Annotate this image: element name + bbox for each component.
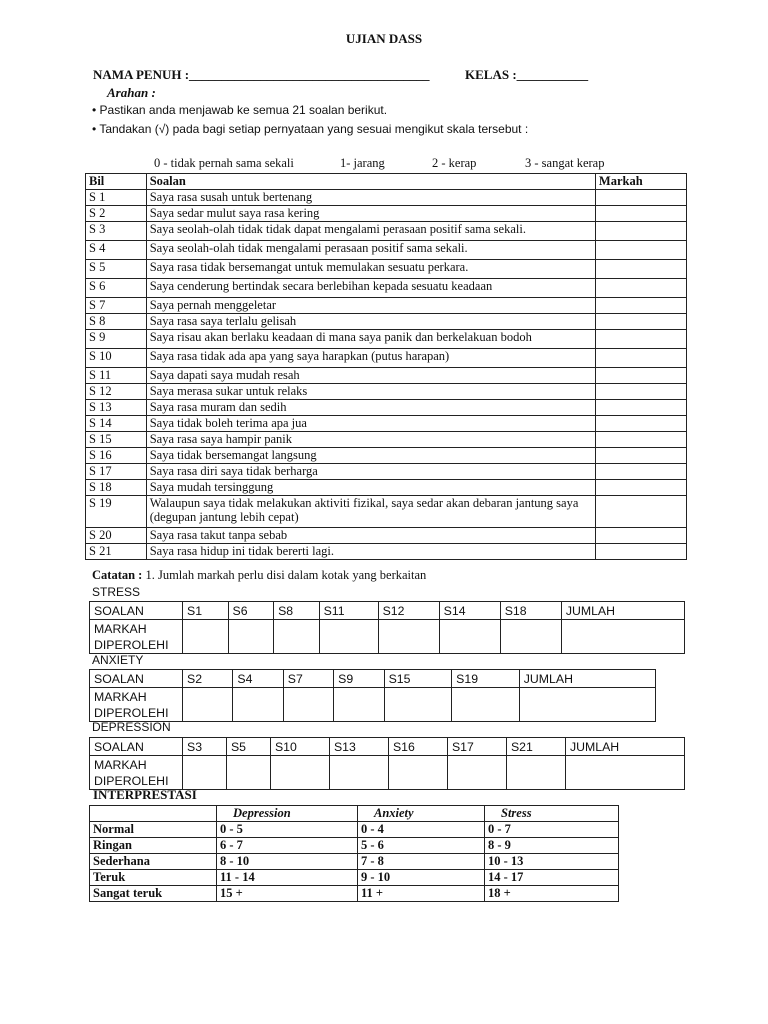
question-markah-cell[interactable] [595, 448, 686, 464]
question-row [86, 190, 687, 206]
interp-cell: Ringan [90, 838, 217, 854]
depression-markah-cell[interactable] [270, 756, 329, 790]
interp-cell: 11 + [358, 886, 485, 902]
interpretation-table [89, 805, 619, 902]
interp-cell: 0 - 5 [217, 822, 358, 838]
scale-2: 2 - kerap [432, 156, 477, 170]
question-bil: S 1 [86, 190, 147, 206]
instruction-1: • Pastikan anda menjawab ke semua 21 soalan berikut. [92, 103, 388, 117]
interp-cell: 18 + [485, 886, 619, 902]
question-bil: S 19 [86, 496, 147, 528]
stress-markah-cell[interactable] [183, 620, 229, 654]
question-markah-cell[interactable] [595, 314, 686, 330]
question-text: Saya rasa saya hampir panik [146, 432, 595, 448]
question-text: Saya merasa sukar untuk relaks [146, 384, 595, 400]
anxiety-item: S2 [183, 670, 233, 688]
depression-item: S16 [388, 738, 447, 756]
interp-row [90, 854, 619, 870]
question-text: Saya seolah-olah tidak mengalami perasaan positif sama sekali. [146, 241, 595, 260]
question-markah-cell[interactable] [595, 432, 686, 448]
header-soalan: Soalan [146, 174, 595, 190]
interp-cell: Sederhana [90, 854, 217, 870]
header-bil: Bil [86, 174, 147, 190]
stress-markah-cell[interactable] [228, 620, 274, 654]
question-row [86, 448, 687, 464]
depression-markah-cell[interactable] [388, 756, 447, 790]
page-title: UJIAN DASS [345, 31, 423, 46]
stress-item: S11 [319, 602, 378, 620]
question-text: Saya pernah menggeletar [146, 298, 595, 314]
question-bil: S 2 [86, 206, 147, 222]
interp-row [90, 838, 619, 854]
question-text: Saya tidak bersemangat langsung [146, 448, 595, 464]
interp-cell: 0 - 7 [485, 822, 619, 838]
question-bil: S 20 [86, 528, 147, 544]
question-markah-cell[interactable] [595, 496, 686, 528]
question-bil: S 11 [86, 368, 147, 384]
question-markah-cell[interactable] [595, 400, 686, 416]
question-bil: S 21 [86, 544, 147, 560]
scale-3: 3 - sangat kerap [525, 156, 605, 170]
question-row [86, 400, 687, 416]
question-markah-cell[interactable] [595, 368, 686, 384]
interp-header-cell: Stress [485, 806, 619, 822]
name-class-row [93, 67, 589, 83]
anxiety-markah-cell[interactable] [283, 688, 333, 722]
question-bil: S 9 [86, 330, 147, 349]
stress-score-table [89, 601, 685, 654]
stress-item: S6 [228, 602, 274, 620]
question-bil: S 4 [86, 241, 147, 260]
question-row [86, 496, 687, 528]
depression-item: S21 [506, 738, 565, 756]
question-bil: S 17 [86, 464, 147, 480]
catatan-label: Catatan : [92, 568, 143, 582]
anxiety-title: ANXIETY [92, 653, 144, 667]
depression-soalan-label: SOALAN [90, 738, 183, 756]
instruction-2: • Tandakan (√) pada bagi setiap pernyataan yang sesuai mengikut skala tersebut : [92, 122, 529, 136]
question-bil: S 18 [86, 480, 147, 496]
question-bil: S 14 [86, 416, 147, 432]
question-markah-cell[interactable] [595, 241, 686, 260]
question-markah-cell[interactable] [595, 349, 686, 368]
interp-cell: 7 - 8 [358, 854, 485, 870]
question-text: Saya tidak boleh terima apa jua [146, 416, 595, 432]
depression-score-table [89, 737, 685, 790]
interpretation-title: INTERPRESTASI [93, 787, 197, 802]
anxiety-item: S4 [233, 670, 283, 688]
stress-markah-label: MARKAH DIPEROLEHI [90, 620, 183, 654]
interp-cell: Normal [90, 822, 217, 838]
question-markah-cell[interactable] [595, 298, 686, 314]
interp-cell: Sangat teruk [90, 886, 217, 902]
anxiety-item: S9 [334, 670, 384, 688]
anxiety-item: S15 [384, 670, 452, 688]
question-row [86, 314, 687, 330]
depression-item: S10 [270, 738, 329, 756]
stress-markah-cell[interactable] [561, 620, 684, 654]
question-markah-cell[interactable] [595, 190, 686, 206]
interp-cell: 10 - 13 [485, 854, 619, 870]
question-markah-cell[interactable] [595, 206, 686, 222]
question-bil: S 3 [86, 222, 147, 241]
question-row [86, 222, 687, 241]
interp-row [90, 870, 619, 886]
question-text: Saya rasa tidak ada apa yang saya harapkan (putus harapan) [146, 349, 595, 368]
depression-markah-cell[interactable] [329, 756, 388, 790]
question-row [86, 206, 687, 222]
anxiety-soalan-label: SOALAN [90, 670, 183, 688]
anxiety-markah-cell[interactable] [183, 688, 233, 722]
interp-cell: 14 - 17 [485, 870, 619, 886]
question-text: Saya rasa muram dan sedih [146, 400, 595, 416]
anxiety-markah-cell[interactable] [334, 688, 384, 722]
anxiety-jumlah-label: JUMLAH [519, 670, 655, 688]
stress-title: STRESS [92, 585, 141, 599]
question-text: Saya risau akan berlaku keadaan di mana saya panik dan berkelakuan bodoh [146, 330, 595, 349]
question-markah-cell[interactable] [595, 384, 686, 400]
stress-markah-cell[interactable] [500, 620, 561, 654]
depression-markah-cell[interactable] [447, 756, 506, 790]
interp-cell: 15 + [217, 886, 358, 902]
question-markah-cell[interactable] [595, 260, 686, 279]
catatan-text: 1. Jumlah markah perlu disi dalam kotak yang berkaitan [145, 568, 427, 582]
stress-item: S12 [378, 602, 439, 620]
question-row [86, 330, 687, 349]
anxiety-markah-label: MARKAH DIPEROLEHI [90, 688, 183, 722]
question-text: Saya sedar mulut saya rasa kering [146, 206, 595, 222]
interp-header-cell: Anxiety [358, 806, 485, 822]
depression-markah-label: MARKAH DIPEROLEHI [90, 756, 183, 790]
anxiety-item: S19 [452, 670, 520, 688]
question-markah-cell[interactable] [595, 480, 686, 496]
anxiety-markah-row [90, 688, 656, 722]
interp-header-cell: Depression [217, 806, 358, 822]
stress-item: S14 [439, 602, 500, 620]
interp-cell: 6 - 7 [217, 838, 358, 854]
scale-0: 0 - tidak pernah sama sekali [154, 156, 294, 170]
stress-item: S18 [500, 602, 561, 620]
question-row [86, 241, 687, 260]
question-markah-cell[interactable] [595, 544, 686, 560]
question-bil: S 16 [86, 448, 147, 464]
question-markah-cell[interactable] [595, 222, 686, 241]
question-row [86, 349, 687, 368]
question-text: Walaupun saya tidak melakukan aktiviti fizikal, saya sedar akan debaran jantung saya (degupan jantung lebih cepat) [146, 496, 595, 528]
depression-markah-cell[interactable] [183, 756, 227, 790]
stress-markah-cell[interactable] [274, 620, 320, 654]
scale-1: 1- jarang [340, 156, 385, 170]
question-text: Saya rasa susah untuk bertenang [146, 190, 595, 206]
questions-header-row [86, 174, 687, 190]
stress-jumlah-label: JUMLAH [561, 602, 684, 620]
question-text: Saya rasa hidup ini tidak bererti lagi. [146, 544, 595, 560]
question-row [86, 464, 687, 480]
stress-soalan-row [90, 602, 685, 620]
depression-item: S17 [447, 738, 506, 756]
interp-header-cell [90, 806, 217, 822]
interp-cell: 8 - 9 [485, 838, 619, 854]
question-markah-cell[interactable] [595, 416, 686, 432]
depression-jumlah-label: JUMLAH [565, 738, 684, 756]
questions-table [85, 173, 687, 560]
question-markah-cell[interactable] [595, 528, 686, 544]
anxiety-markah-cell[interactable] [384, 688, 452, 722]
kelas-field[interactable]: KELAS :___________ [465, 67, 589, 82]
question-text: Saya cenderung bertindak secara berlebihan kepada sesuatu keadaan [146, 279, 595, 298]
question-markah-cell[interactable] [595, 464, 686, 480]
depression-item: S3 [183, 738, 227, 756]
question-bil: S 6 [86, 279, 147, 298]
depression-markah-cell[interactable] [506, 756, 565, 790]
depression-item: S13 [329, 738, 388, 756]
question-text: Saya seolah-olah tidak tidak dapat mengalami perasaan positif sama sekali. [146, 222, 595, 241]
anxiety-soalan-row [90, 670, 656, 688]
interp-cell: Teruk [90, 870, 217, 886]
anxiety-markah-cell[interactable] [452, 688, 520, 722]
question-bil: S 10 [86, 349, 147, 368]
interp-cell: 8 - 10 [217, 854, 358, 870]
stress-markah-cell[interactable] [319, 620, 378, 654]
stress-item: S1 [183, 602, 229, 620]
question-row [86, 480, 687, 496]
arahan-label: Arahan : [107, 85, 156, 100]
interp-cell: 9 - 10 [358, 870, 485, 886]
header-markah: Markah [595, 174, 686, 190]
questions-body [86, 190, 687, 560]
question-row [86, 432, 687, 448]
question-markah-cell[interactable] [595, 279, 686, 298]
interp-cell: 5 - 6 [358, 838, 485, 854]
interp-row [90, 886, 619, 902]
stress-markah-row [90, 620, 685, 654]
question-text: Saya rasa takut tanpa sebab [146, 528, 595, 544]
question-row [86, 368, 687, 384]
interp-row [90, 822, 619, 838]
question-bil: S 15 [86, 432, 147, 448]
question-text: Saya rasa saya terlalu gelisah [146, 314, 595, 330]
question-row [86, 384, 687, 400]
question-text: Saya mudah tersinggung [146, 480, 595, 496]
question-bil: S 5 [86, 260, 147, 279]
depression-soalan-row [90, 738, 685, 756]
question-row [86, 528, 687, 544]
question-text: Saya rasa tidak bersemangat untuk memulakan sesuatu perkara. [146, 260, 595, 279]
catatan-note [92, 568, 426, 583]
interp-header-row [90, 806, 619, 822]
question-row [86, 260, 687, 279]
anxiety-markah-cell[interactable] [233, 688, 283, 722]
stress-item: S8 [274, 602, 320, 620]
stress-markah-cell[interactable] [378, 620, 439, 654]
question-markah-cell[interactable] [595, 330, 686, 349]
depression-markah-row [90, 756, 685, 790]
question-bil: S 7 [86, 298, 147, 314]
anxiety-markah-cell[interactable] [519, 688, 655, 722]
question-bil: S 8 [86, 314, 147, 330]
stress-markah-cell[interactable] [439, 620, 500, 654]
interp-cell: 11 - 14 [217, 870, 358, 886]
depression-item: S5 [226, 738, 270, 756]
question-text: Saya dapati saya mudah resah [146, 368, 595, 384]
depression-title: DEPRESSION [92, 720, 171, 734]
interp-cell: 0 - 4 [358, 822, 485, 838]
anxiety-item: S7 [283, 670, 333, 688]
anxiety-score-table [89, 669, 656, 722]
depression-markah-cell[interactable] [226, 756, 270, 790]
question-row [86, 416, 687, 432]
question-text: Saya rasa diri saya tidak berharga [146, 464, 595, 480]
question-row [86, 298, 687, 314]
question-bil: S 12 [86, 384, 147, 400]
stress-soalan-label: SOALAN [90, 602, 183, 620]
depression-markah-cell[interactable] [565, 756, 684, 790]
question-row [86, 279, 687, 298]
nama-penuh-field[interactable]: NAMA PENUH :_____________________________________ [93, 67, 430, 82]
question-bil: S 13 [86, 400, 147, 416]
question-row [86, 544, 687, 560]
